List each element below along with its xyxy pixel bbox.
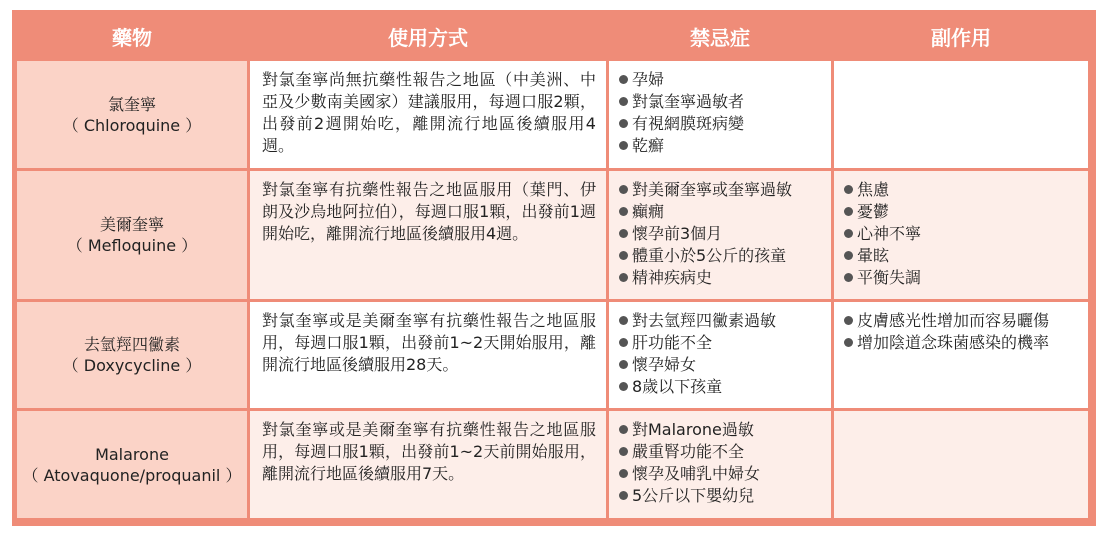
bullet-icon [619, 207, 628, 216]
list-item-text: 皮膚感光性增加而容易曬傷 [857, 311, 1050, 330]
usage-cell: 對氯奎寧或是美爾奎寧有抗藥性報告之地區服用，每週口服1顆，出發前1~2天開始服用，離開流行地區後續服用28天。 [250, 302, 606, 408]
drug-latin-name: （ Atovaquone/proquanil ） [22, 465, 242, 485]
list-item-text: 懷孕及哺乳中婦女 [632, 464, 761, 483]
drug-name: Malarone [95, 444, 169, 464]
table-row [17, 171, 1088, 299]
contraindications-list [619, 179, 825, 289]
drug-name: 美爾奎寧 [99, 215, 164, 234]
contraindications-cell [609, 302, 831, 408]
drug-name: 去氫羥四黴素 [83, 335, 180, 354]
bullet-icon [844, 207, 853, 216]
usage-cell: 對氯奎寧或是美爾奎寧有抗藥性報告之地區服用，每週口服1顆，出發前1~2天前開始服用，離開流行地區後續服用7天。 [250, 411, 606, 518]
list-item-text: 憂鬱 [857, 202, 890, 221]
drug-latin-name: （ Chloroquine ） [62, 115, 202, 135]
drug-name: 氯奎寧 [107, 94, 156, 114]
list-item [619, 69, 825, 91]
bullet-icon [844, 251, 853, 260]
list-item [619, 354, 825, 376]
list-item [619, 310, 825, 332]
bullet-icon [619, 316, 628, 325]
list-item [619, 135, 825, 157]
list-item-text: 平衡失調 [857, 268, 922, 287]
list-item [619, 113, 825, 135]
drug-cell [17, 302, 247, 408]
list-item-text: 乾癬 [632, 136, 665, 155]
list-item [844, 245, 1082, 267]
table-row [17, 302, 1088, 408]
header-side-effects: 副作用 [834, 14, 1088, 58]
list-item [619, 463, 825, 485]
header-contraindications: 禁忌症 [609, 14, 831, 58]
bullet-icon [619, 141, 628, 150]
list-item-text: 對氯奎寧過敏者 [632, 92, 745, 111]
list-item [619, 245, 825, 267]
bullet-icon [619, 251, 628, 260]
malaria-drug-table [14, 11, 1091, 521]
list-item [619, 91, 825, 113]
list-item-text: 5公斤以下嬰幼兒 [632, 486, 755, 505]
list-item [619, 201, 825, 223]
list-item-text: 精神疾病史 [632, 268, 713, 287]
side-effects-cell [834, 171, 1088, 299]
contraindications-list [619, 310, 825, 398]
bullet-icon [844, 273, 853, 282]
contraindications-cell [609, 61, 831, 168]
bullet-icon [619, 338, 628, 347]
drug-cell [17, 411, 247, 518]
list-item-text: 對Malarone過敏 [632, 420, 754, 439]
list-item [619, 441, 825, 463]
bullet-icon [844, 338, 853, 347]
list-item-text: 嚴重腎功能不全 [632, 442, 745, 461]
list-item [844, 223, 1082, 245]
list-item-text: 對美爾奎寧或奎寧過敏 [632, 180, 793, 199]
side-effects-cell [834, 61, 1088, 168]
list-item [844, 201, 1082, 223]
bullet-icon [844, 316, 853, 325]
list-item [844, 179, 1082, 201]
contraindications-list [619, 419, 825, 507]
bullet-icon [619, 119, 628, 128]
header-drug: 藥物 [17, 14, 247, 58]
bullet-icon [619, 97, 628, 106]
contraindications-list [619, 69, 825, 157]
contraindications-cell [609, 171, 831, 299]
side-effects-cell [834, 302, 1088, 408]
list-item-text: 癲癇 [632, 202, 665, 221]
list-item-text: 體重小於5公斤的孩童 [632, 246, 787, 265]
list-item [844, 332, 1082, 354]
list-item [619, 376, 825, 398]
list-item [844, 267, 1082, 289]
drug-cell [17, 61, 247, 168]
table-row [17, 61, 1088, 168]
list-item [619, 179, 825, 201]
list-item-text: 8歲以下孩童 [632, 377, 723, 396]
drug-latin-name: （ Doxycycline ） [62, 356, 202, 375]
list-item [619, 485, 825, 507]
side-effects-list [844, 179, 1082, 289]
usage-cell: 對氯奎寧有抗藥性報告之地區服用（葉門、伊朗及沙烏地阿拉伯），每週口服1顆，出發前1週開始吃，離開流行地區後續服用4週。 [250, 171, 606, 299]
list-item-text: 暈眩 [857, 246, 890, 265]
bullet-icon [619, 447, 628, 456]
drug-latin-name: （ Mefloquine ） [66, 236, 198, 255]
list-item-text: 懷孕前3個月 [632, 224, 723, 243]
header-row [17, 14, 1088, 58]
usage-cell: 對氯奎寧尚無抗藥性報告之地區（中美洲、中亞及少數南美國家）建議服用，每週口服2顆，出發前2週開始吃，離開流行地區後續服用4週。 [250, 61, 606, 168]
bullet-icon [619, 491, 628, 500]
list-item-text: 有視網膜斑病變 [632, 114, 745, 133]
list-item [619, 332, 825, 354]
bullet-icon [844, 229, 853, 238]
bullet-icon [619, 469, 628, 478]
drug-cell [17, 171, 247, 299]
list-item [619, 419, 825, 441]
bullet-icon [619, 229, 628, 238]
header-usage: 使用方式 [250, 14, 606, 58]
side-effects-list [844, 310, 1082, 354]
contraindications-cell [609, 411, 831, 518]
side-effects-cell [834, 411, 1088, 518]
list-item-text: 心神不寧 [857, 224, 922, 243]
bullet-icon [619, 382, 628, 391]
list-item-text: 對去氫羥四黴素過敏 [632, 311, 777, 330]
bullet-icon [619, 185, 628, 194]
bullet-icon [844, 185, 853, 194]
list-item-text: 增加陰道念珠菌感染的機率 [857, 333, 1050, 352]
bullet-icon [619, 273, 628, 282]
list-item [619, 223, 825, 245]
list-item-text: 孕婦 [632, 70, 665, 89]
list-item-text: 懷孕婦女 [632, 355, 697, 374]
list-item-text: 焦慮 [857, 180, 890, 199]
bullet-icon [619, 75, 628, 84]
list-item [619, 267, 825, 289]
bullet-icon [619, 425, 628, 434]
list-item [844, 310, 1082, 332]
table-row [17, 411, 1088, 518]
table-frame [12, 10, 1096, 526]
list-item-text: 肝功能不全 [632, 333, 713, 352]
bullet-icon [619, 360, 628, 369]
